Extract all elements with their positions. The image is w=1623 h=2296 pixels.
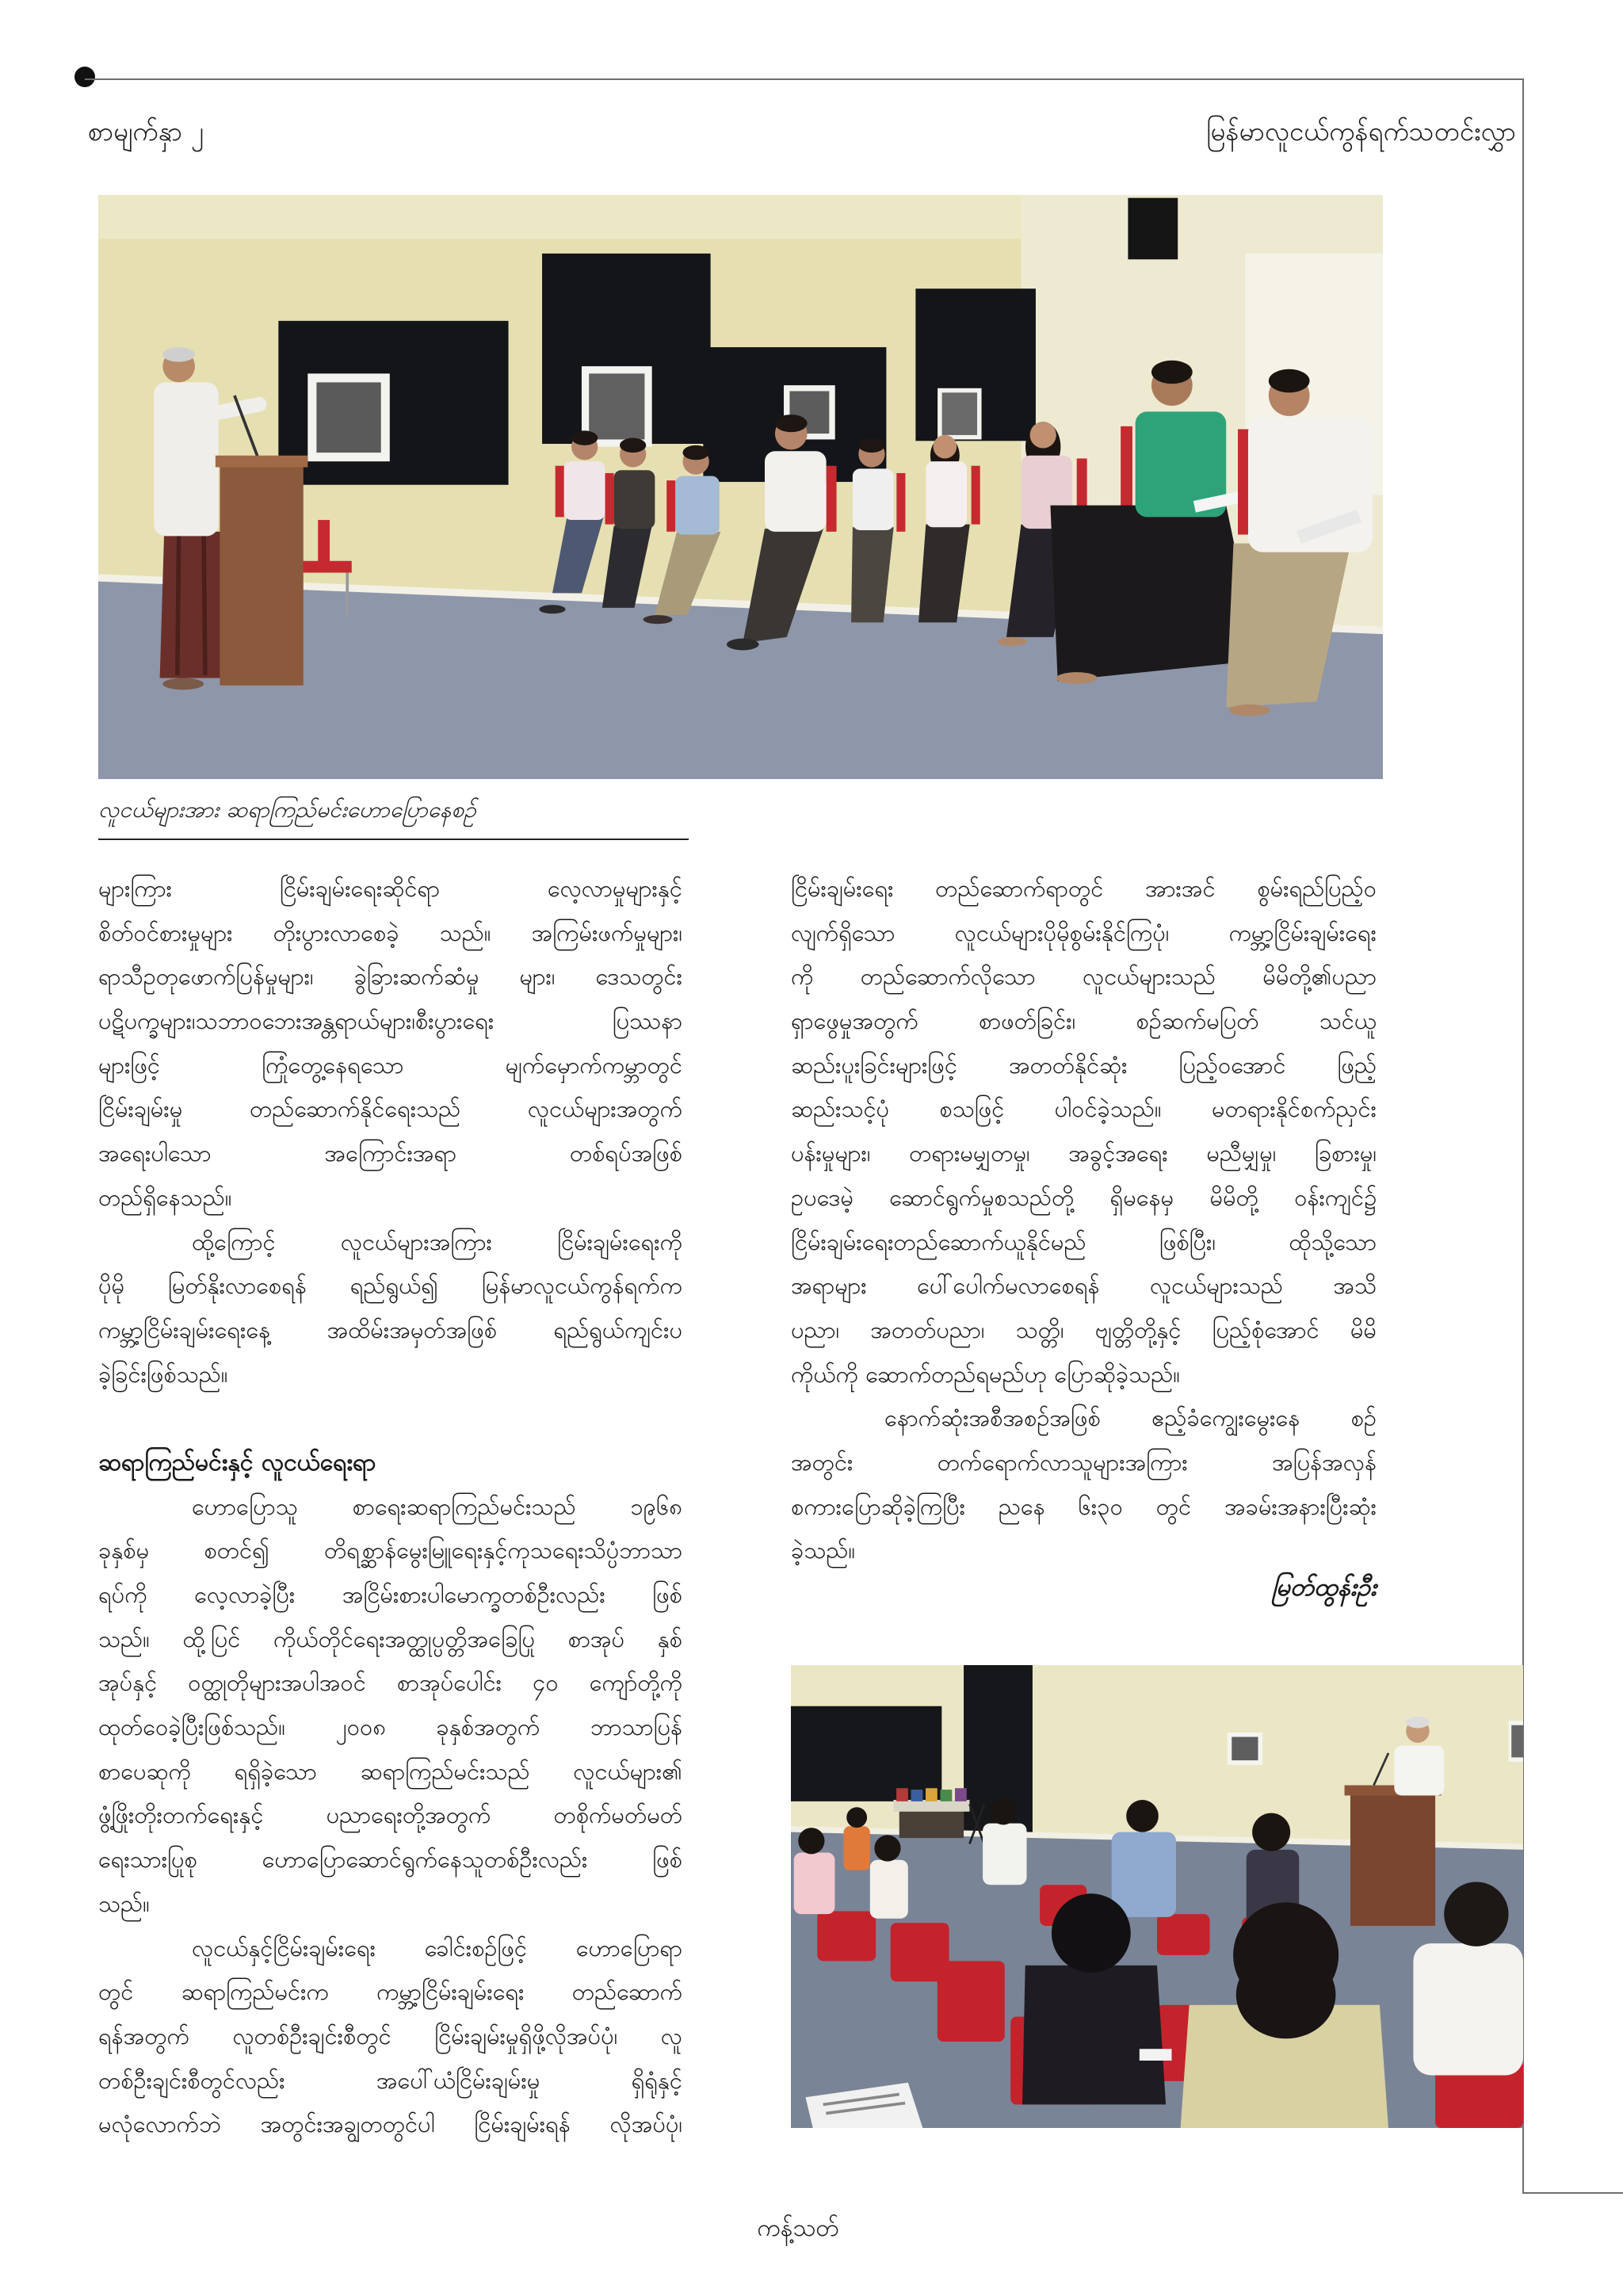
paragraph-gap [98, 1396, 682, 1441]
text-line: ရှာဖွေမှုအတွက် စာဖတ်ခြင်း၊ စဉ်ဆက်မပြတ် သင်ယူ [791, 1007, 1377, 1035]
text-line: သည်။ ထို့ပြင် ကိုယ်တိုင်ရေးအတ္ထုပ္ပတ္တိအခြေပြု စာအုပ် နှစ် [98, 1625, 682, 1652]
bottom-rule [1522, 2192, 1623, 2194]
text-line: ကိုယ်ကို ဆောက်တည်ရမည်ဟု ပြောဆိုခဲ့သည်။ [791, 1360, 1181, 1388]
text-line: ပညာ၊ အတတ်ပညာ၊ သတ္တိ၊ ဗျတ္တိတို့နှင့် ပြည့်စုံအောင် မိမိ [791, 1316, 1377, 1343]
wall-speaker-box [1128, 198, 1178, 260]
publication-title: မြန်မာလူငယ်ကွန်ရက်သတင်းလွှာ [1205, 116, 1516, 147]
text-line: စိတ်ဝင်စားမှုများ တိုးပွားလာစေခဲ့ သည်။ အကြမ်းဖက်မှုများ၊ [98, 919, 682, 946]
text-line: ငြိမ်းချမ်းရေးတည်ဆောက်ယူနိုင်မည် ဖြစ်ပြီး၊ ထိုသို့သော [791, 1228, 1377, 1255]
text-line: များကြား ငြိမ်းချမ်းရေးဆိုင်ရာ လေ့လာမှုများနှင့် [98, 875, 682, 902]
text-line: နောက်ဆုံးအစီအစဉ်အဖြစ် ဧည့်ခံကျွေးမွေးနေ စဉ် [884, 1404, 1377, 1432]
text-line: မလုံလောက်ဘဲ အတွင်းအချွတတွင်ပါ ငြိမ်းချမ်းရန် လိုအပ်ပုံ၊ [98, 2111, 682, 2138]
text-line: ပန်းမှုများ၊ တရားမမျှတမှု၊ အခွင့်အရေး မညီမျှမှု၊ ခြစားမှု၊ [791, 1140, 1377, 1167]
text-line: တစ်ဦးချင်းစီတွင်လည်း အပေါ်ယံငြိမ်းချမ်းမှု ရှိရုံနှင့် [98, 2066, 682, 2094]
author-signature: မြတ်ထွန်းဦး [1271, 1573, 1377, 1602]
left-text-column [98, 867, 682, 2147]
caption-underline [98, 839, 689, 840]
text-line: ဟောပြောသူ စာရေးဆရာကြည်မင်းသည် ၁၉၆၈ [192, 1492, 682, 1520]
text-line: များဖြင့် ကြုံတွေ့နေရသော မျက်မှောက်ကမ္ဘာတွင် [98, 1051, 682, 1079]
text-line: ဖွံ့ဖြိုးတိုးတက်ရေးနှင့် ပညာရေးတို့အတွက် တစိုက်မတ်မတ် [98, 1801, 682, 1829]
text-line: ခဲ့ခြင်းဖြစ်သည်။ [98, 1360, 228, 1388]
text-line: တွင် ဆရာကြည်မင်းက ကမ္ဘာ့ငြိမ်းချမ်းရေး တည်ဆောက် [98, 1978, 682, 2006]
text-line: စာပေဆုကို ရရှိခဲ့သော ဆရာကြည်မင်းသည် လူငယ်များ၏ [98, 1757, 682, 1785]
text-line: ငြိမ်းချမ်းရေး တည်ဆောက်ရာတွင် အားအင် စွမ်းရည်ပြည့်ဝ [791, 875, 1377, 902]
text-line: ပဋိပက္ခများ၊သဘာဝဘေးအန္တရာယ်များ၊စီးပွားရေး ပြဿနာ [98, 1007, 682, 1035]
section-heading: ဆရာကြည်မင်းနှင့် လူငယ်ရေးရာ [98, 1448, 376, 1477]
page-number-label: စာမျက်နှာ ၂ [88, 116, 204, 147]
corner-bullet-dot [74, 67, 95, 87]
audience-member [844, 1807, 870, 1870]
lecture-photo-bottom-illustration [791, 1665, 1523, 2128]
text-line: ဥပဒေမဲ့ ဆောင်ရွက်မှုစသည်တို့ ရှိမနေမှ မိမိတို့ ဝန်းကျင်၌ [791, 1183, 1377, 1211]
text-line: ရေးသားပြုစု ဟောပြောဆောင်ရွက်နေသူတစ်ဦးလည်း ဖြစ် [98, 1846, 682, 1874]
text-line: ရပ်ကို လေ့လာခဲ့ပြီး အငြိမ်းစားပါမောက္ခတစ်ဦးလည်း ဖြစ် [98, 1581, 682, 1608]
lecture-photo-top-illustration [98, 195, 1383, 779]
photo-caption: လူငယ်များအား ဆရာကြည်မင်းဟောပြောနေစဉ် [98, 797, 476, 823]
text-line: ငြိမ်းချမ်းမှု တည်ဆောက်နိုင်ရေးသည် လူငယ်များအတွက် [98, 1095, 682, 1123]
text-line: ကမ္ဘာ့ငြိမ်းချမ်းရေးနေ့ အထိမ်းအမှတ်အဖြစ် ရည်ရွယ်ကျင်းပ [98, 1316, 682, 1343]
text-line: ရန်အတွက် လူတစ်ဦးချင်းစီတွင် ငြိမ်းချမ်းမှုရှိဖို့လိုအပ်ပုံ၊ လူ [98, 2022, 682, 2050]
text-line: အုပ်နှင့် ဝတ္ထုတိုများအပါအဝင် စာအုပ်ပေါင်း ၄၀ ကျော်တို့ကို [98, 1669, 682, 1697]
text-line: ခဲ့သည်။ [791, 1537, 856, 1564]
lecture-photo-top [98, 195, 1383, 779]
text-line: ဆည်းသင့်ပုံ စသဖြင့် ပါဝင်ခဲ့သည်။ မတရားနိုင်စက်ညှင်း [791, 1095, 1377, 1123]
text-line: စကားပြောဆိုခဲ့ကြပြီး ညနေ ၆း၃၀ တွင် အခမ်းအနားပြီးဆုံး [791, 1492, 1377, 1520]
text-line: တည်ရှိနေသည်။ [98, 1183, 232, 1211]
text-line: ပိုမို မြတ်နိုးလာစေရန် ရည်ရွယ်၍ မြန်မာလူငယ်ကွန်ရက်က [98, 1272, 682, 1300]
text-line: လျက်ရှိသော လူငယ်များပိုမိုစွမ်းနိုင်ကြပုံ၊ ကမ္ဘာ့ငြိမ်းချမ်းရေး [791, 919, 1377, 946]
text-line: အတွင်း တက်ရောက်လာသူများအကြား အပြန်အလှန် [791, 1448, 1377, 1476]
text-line: ဆည်းပူးခြင်းများဖြင့် အတတ်နိုင်ဆုံး ပြည့်ဝအောင် ဖြည့် [791, 1051, 1377, 1079]
text-line: အရာများ ပေါ်ပေါက်မလာစေရန် လူငယ်များသည် အသိ [791, 1272, 1377, 1300]
top-rule [85, 78, 1524, 80]
text-line: ကို တည်ဆောက်လိုသော လူငယ်များသည် မိမိတို့၏ပညာ [791, 963, 1377, 991]
lecture-photo-bottom [791, 1665, 1523, 2128]
text-line: ရာသီဥတုဖောက်ပြန်မှုများ၊ ခွဲခြားဆက်ဆံမှု များ၊ ဒေသတွင်း [98, 963, 682, 991]
text-line: ထို့ကြောင့် လူငယ်များအကြား ငြိမ်းချမ်းရေးကို [192, 1228, 682, 1255]
text-line: လူငယ်နှင့်ငြိမ်းချမ်းရေး ခေါင်းစဉ်ဖြင့် ဟောပြောရာ [192, 1934, 682, 1962]
text-line: ခုနှစ်မှ စတင်၍ တိရစ္ဆာန်မွေးမြူရေးနှင့်ကုသရေးသိပ္ပံဘာသာ [98, 1537, 682, 1564]
text-line: ထုတ်ဝေခဲ့ပြီးဖြစ်သည်။ ၂၀၀၈ ခုနှစ်အတွက် ဘာသာပြန် [98, 1713, 682, 1741]
text-line: သည်။ [98, 1889, 150, 1917]
footer-label: ကန့်သတ် [757, 2214, 839, 2242]
text-line: အရေးပါသော အကြောင်းအရာ တစ်ရပ်အဖြစ် [98, 1140, 682, 1167]
right-text-column [791, 867, 1377, 1573]
